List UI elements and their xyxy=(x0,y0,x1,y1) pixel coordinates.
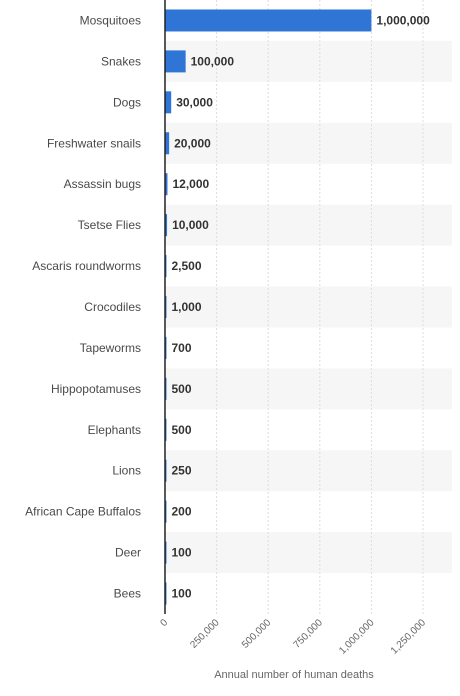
row-stripes xyxy=(165,41,452,573)
row-stripe xyxy=(165,368,452,409)
category-label: Lions xyxy=(112,463,141,478)
value-label: 100 xyxy=(171,586,192,601)
category-label: Elephants xyxy=(87,422,141,437)
category-label: Bees xyxy=(113,586,141,601)
category-labels xyxy=(25,13,141,600)
row-stripe xyxy=(165,287,452,328)
bar xyxy=(165,50,186,72)
category-label: Freshwater snails xyxy=(46,136,141,151)
category-label: Ascaris roundworms xyxy=(32,259,141,274)
category-label: Deer xyxy=(114,545,141,560)
x-tick-label: 750,000 xyxy=(291,617,325,651)
category-label: Mosquitoes xyxy=(79,13,141,28)
category-label: African Cape Buffalos xyxy=(25,504,141,519)
category-label: Hippopotamuses xyxy=(50,381,141,396)
x-tick-label: 1,000,000 xyxy=(337,617,377,657)
category-label: Dogs xyxy=(112,95,141,110)
value-label: 100 xyxy=(171,545,192,560)
bar xyxy=(165,9,371,31)
x-tick-label: 250,000 xyxy=(188,617,222,651)
x-tick-label: 500,000 xyxy=(239,617,274,651)
row-stripe xyxy=(165,450,452,491)
value-label: 250 xyxy=(171,463,192,478)
value-label: 12,000 xyxy=(172,177,210,192)
value-label: 700 xyxy=(171,340,192,355)
category-label: Snakes xyxy=(100,54,141,69)
x-axis-title: Annual number of human deaths xyxy=(214,669,374,681)
value-label: 100,000 xyxy=(190,54,235,69)
value-label: 1,000,000 xyxy=(376,13,430,28)
category-label: Assassin bugs xyxy=(63,177,141,192)
category-label: Crocodiles xyxy=(84,300,141,314)
value-label: 10,000 xyxy=(172,218,209,233)
x-tick-labels xyxy=(158,617,428,657)
value-label: 500 xyxy=(171,422,192,437)
x-tick-label: 0 xyxy=(158,617,171,630)
category-label: Tsetse Flies xyxy=(77,218,141,233)
value-label: 20,000 xyxy=(174,136,211,151)
value-label: 200 xyxy=(171,504,192,519)
value-label: 30,000 xyxy=(176,95,213,110)
row-stripe xyxy=(165,532,452,573)
value-label: 2,500 xyxy=(171,259,202,274)
bar xyxy=(165,91,171,113)
category-label: Tapeworms xyxy=(79,340,141,355)
x-tick-label: 1,250,000 xyxy=(388,617,429,657)
value-label: 500 xyxy=(171,381,192,396)
value-label: 1,000 xyxy=(171,300,202,314)
